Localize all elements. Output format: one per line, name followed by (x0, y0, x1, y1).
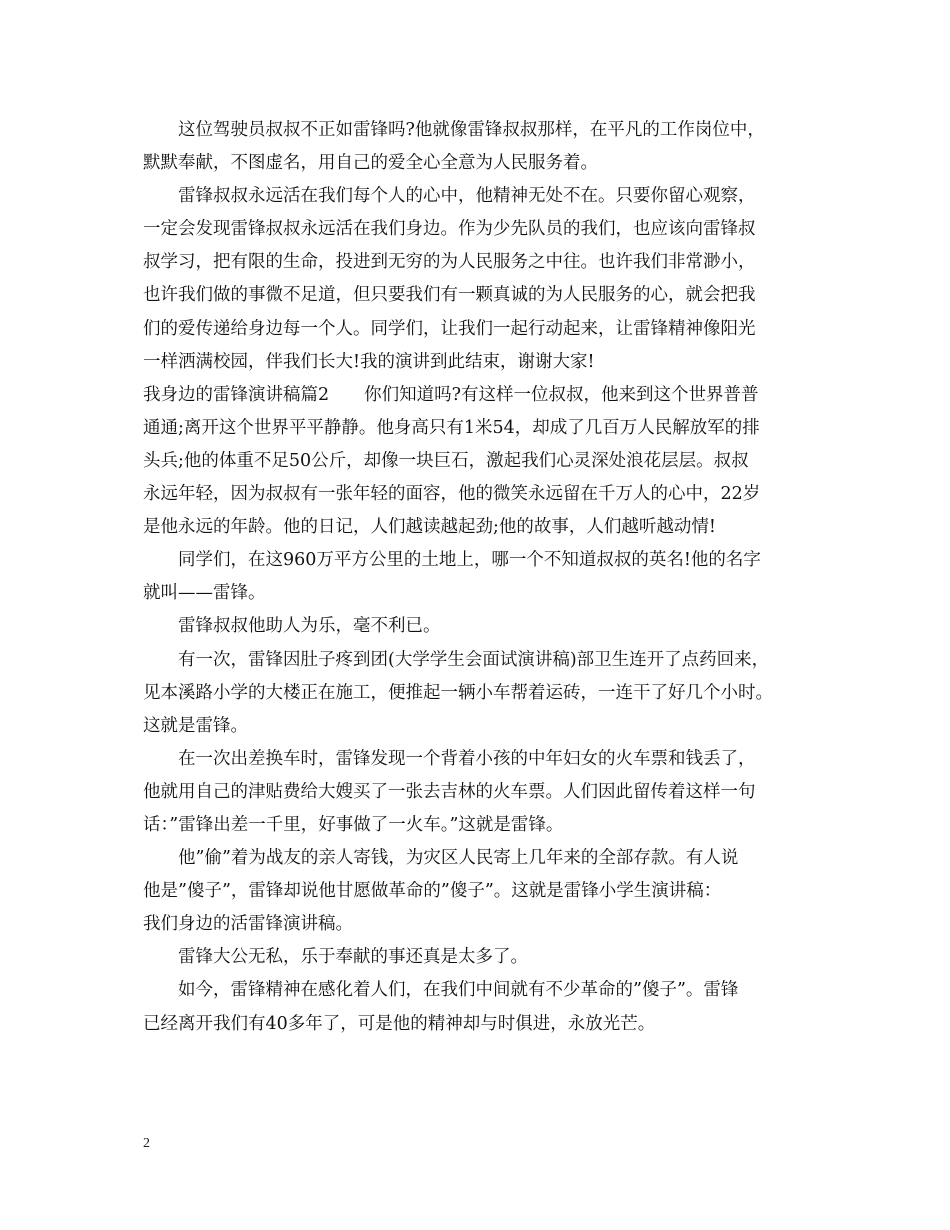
text-line: 雷锋大公无私，乐于奉献的事还真是太多了。 (143, 947, 528, 968)
text-line: 默默奉献，不图虚名，用自己的爱全心全意为人民服务着。 (143, 153, 598, 174)
text-line: 话：”雷锋出差一千里，好事做了一火车。”这就是雷锋。 (143, 814, 564, 835)
text-line: 头兵;他的体重不足50公斤，却像一块巨石，激起我们心灵深处浪花层层。叔叔 (143, 450, 749, 471)
text-line: 们的爱传递给身边每一个人。同学们，让我们一起行动起来，让雷锋精神像阳光 (143, 318, 756, 339)
text-line: 他是”傻子”，雷锋却说他甘愿做革命的”傻子”。这就是雷锋小学生演讲稿： (143, 881, 722, 902)
section-heading-line: 我身边的雷锋演讲稿篇2 你们知道吗?有这样一位叔叔，他来到这个世界普普 (143, 384, 759, 405)
text-line: 永远年轻，因为叔叔有一张年轻的面容，他的微笑永远留在千万人的心中，22岁 (143, 484, 761, 505)
text-line: 见本溪路小学的大楼正在施工，便推起一辆小车帮着运砖，一连干了好几个小时。 (143, 682, 773, 703)
text-line: 有一次，雷锋因肚子疼到团(大学学生会面试演讲稿)部卫生连开了点药回来， (143, 649, 770, 670)
text-line: 叔学习，把有限的生命，投进到无穷的为人民服务之中往。也许我们非常渺小， (143, 252, 756, 273)
text-line: 我们身边的活雷锋演讲稿。 (143, 914, 353, 935)
text-line: 已经离开我们有40多年了，可是他的精神却与时俱进，永放光芒。 (143, 1013, 656, 1034)
text-line: 就叫——雷锋。 (143, 583, 266, 604)
text-line: 一样洒满校园，伴我们长大!我的演讲到此结束，谢谢大家! (143, 351, 595, 372)
text-line: 同学们，在这960万平方公里的土地上，哪一个不知道叔叔的英名!他的名字 (143, 550, 761, 571)
text-line: 这位驾驶员叔叔不正如雷锋吗?他就像雷锋叔叔那样，在平凡的工作岗位中， (143, 120, 765, 140)
text-line: 他就用自己的津贴费给大嫂买了一张去吉林的火车票。人们因此留传着这样一句 (143, 781, 756, 802)
body-text (143, 114, 833, 1041)
text-line: 雷锋叔叔他助人为乐，毫不利已。 (143, 616, 441, 637)
text-line: 一定会发现雷锋叔叔永远活在我们身边。作为少先队员的我们，也应该向雷锋叔 (143, 219, 756, 240)
text-line: 雷锋叔叔永远活在我们每个人的心中，他精神无处不在。只要你留心观察， (143, 186, 756, 207)
page-number: 2 (143, 1136, 150, 1151)
text-line: 也许我们做的事微不足道，但只要我们有一颗真诚的为人民服务的心，就会把我 (143, 285, 756, 306)
text-line: 是他永远的年龄。他的日记，人们越读越起劲;他的故事，人们越听越动情! (143, 517, 716, 538)
text-line: 在一次出差换车时，雷锋发现一个背着小孩的中年妇女的火车票和钱丢了， (143, 748, 756, 769)
text-line: 通通;离开这个世界平平静静。他身高只有1米54，却成了几百万人民解放军的排 (143, 417, 760, 438)
text-line: 他”偷”着为战友的亲人寄钱，为灾区人民寄上几年来的全部存款。有人说 (143, 848, 739, 869)
text-line: 如今，雷锋精神在感化着人们，在我们中间就有不少革命的”傻子”。雷锋 (143, 980, 739, 1001)
text-line: 这就是雷锋。 (143, 715, 248, 736)
